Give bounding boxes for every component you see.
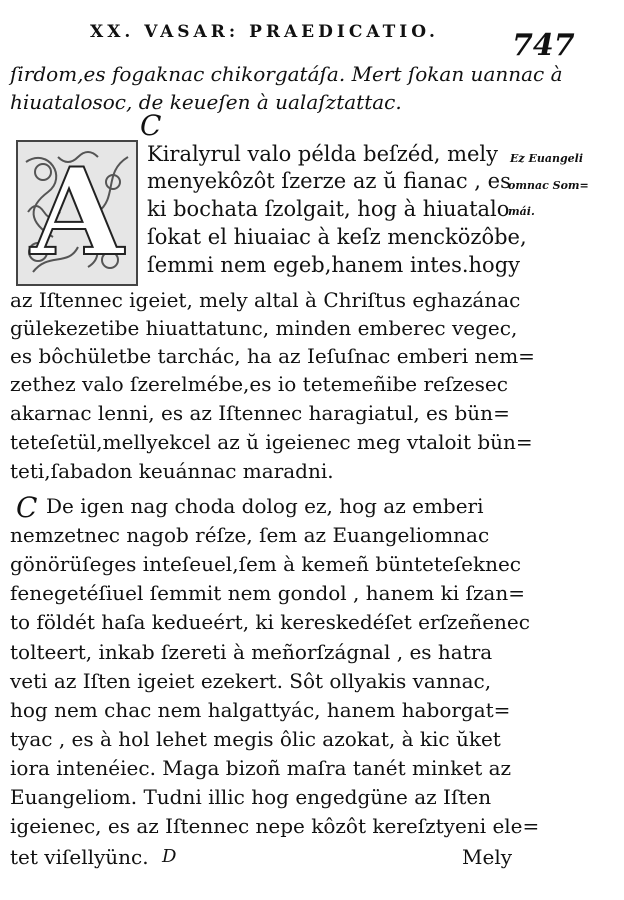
margin-note-1: Ez Euangeli <box>510 152 584 165</box>
intro-line-2: hiuatalosoc, de keueſen à ualaſztattac. <box>10 90 402 114</box>
margin-note-3: mái. <box>508 205 535 218</box>
margin-note-2: omnac Som= <box>508 179 589 192</box>
text-line: tyac , es à hol lehet megis ôlic azokat, à kic ŭket <box>10 727 501 751</box>
paragraph-mark: C <box>140 109 162 142</box>
text-line: menyekôzôt ſzerze az ŭ fianac , es <box>147 169 511 193</box>
catchword: Mely <box>462 845 513 869</box>
text-line: igeienec, es az Iſtennec nepe kôzôt kereſztyeni ele= <box>10 814 540 838</box>
paragraph-mark-2: C <box>16 491 38 524</box>
text-line: to földét haſa kedueért, ki kereskedéſet erſzeñenec <box>10 610 530 634</box>
closing-mark: D <box>162 846 177 867</box>
text-line: ſemmi nem egeb,hanem intes.hogy <box>147 253 520 277</box>
text-line: tet viſellyünc. <box>10 845 149 869</box>
intro-line-1: ſirdom,es fogaknac chikorgatáſa. Mert ſokan uannac à <box>10 62 563 86</box>
text-line: hog nem chac nem halgattyác, hanem haborgat= <box>10 698 511 722</box>
text-line: gülekezetibe hiuattatunc, minden emberec vegec, <box>10 316 518 340</box>
text-line: ſokat el hiuaiac à keſz mencközôbe, <box>147 225 527 249</box>
page-number: 747 <box>512 28 575 63</box>
text-line: tolteert, inkab ſzereti à meñorſzágnal , es hatra <box>10 640 493 664</box>
text-line: es bôchületbe tarchác, ha az Ieſuſnac emberi nem= <box>10 344 535 368</box>
text-line: zethez valo ſzerelmébe,es io tetemeñibe reſzesec <box>10 372 508 396</box>
text-line: akarnac lenni, es az Iſtennec haragiatul, es bün= <box>10 401 510 425</box>
text-line: gönörüſeges inteſeuel,ſem à kemeñ bünteteſeknec <box>10 552 521 576</box>
text-line: veti az Iſten igeiet ezekert. Sôt ollyakis vannac, <box>10 669 492 693</box>
text-line: teteſetül,mellyekcel az ŭ igeienec meg vtaloit bün= <box>10 430 533 454</box>
text-line: iora intenéiec. Maga bizoñ maſra tanét minket az <box>10 756 512 780</box>
text-line: nemzetnec nagob réſze, ſem az Euangeliomnac <box>10 523 490 547</box>
text-line: Euangeliom. Tudni illic hog engedgüne az Iſten <box>10 785 492 809</box>
text-line: Kiralyrul valo példa beſzéd, mely <box>147 142 498 166</box>
text-line: De igen nag choda dolog ez, hog az emberi <box>46 494 484 518</box>
running-title: XX. VASAR: PRAEDICATIO. <box>90 22 439 42</box>
text-line: fenegetéſiuel ſemmit nem gondol , hanem ki ſzan= <box>10 581 525 605</box>
text-line: teti,ſabadon keuánnac maradni. <box>10 459 334 483</box>
decorated-initial <box>16 140 138 286</box>
initial-letter: A <box>30 142 124 283</box>
text-line: ki bochata ſzolgait, hog à hiuatalo <box>147 197 510 221</box>
text-line: az Iſtennec igeiet, mely altal à Chriſtus eghazánac <box>10 288 521 312</box>
